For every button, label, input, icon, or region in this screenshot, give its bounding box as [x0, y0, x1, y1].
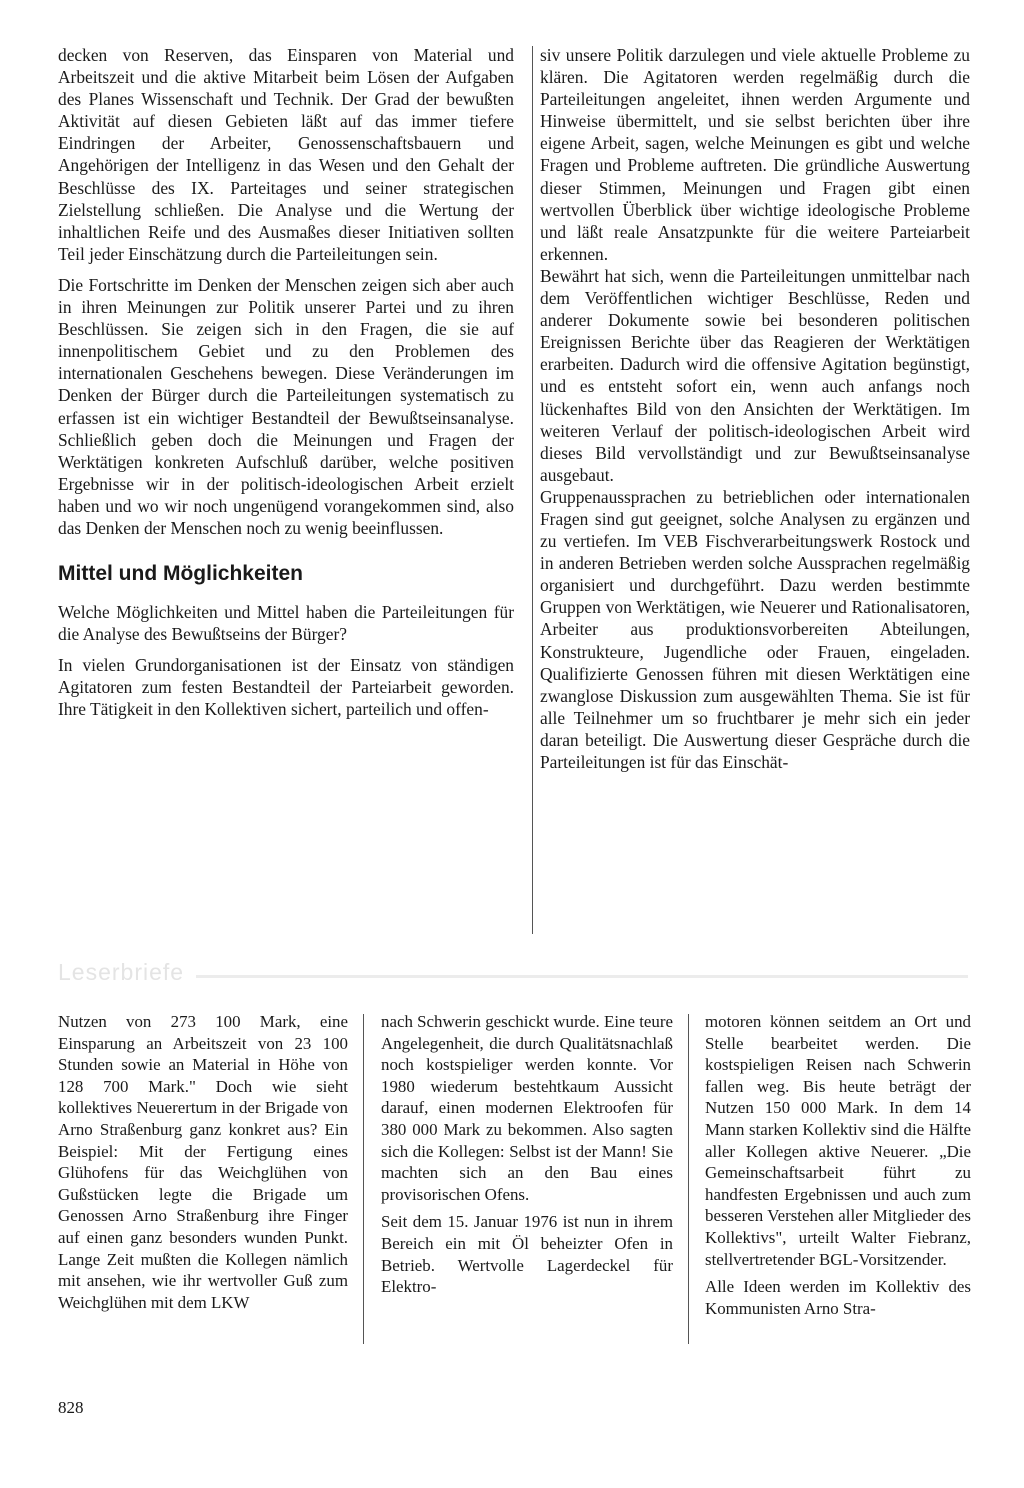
article-paragraph: siv unsere Politik darzulegen und viele aktuelle Probleme zu klären. Die Agitatoren werden regelmäßig durch die Parteileitungen angeleitet, ihnen werden Argumente und Hinweise übermittelt, und sie selbst berichten über ihre eigene Arbeit, sagen, welche Meinungen es gibt und welche Fragen und Probleme auftreten. Die gründliche Auswertung dieser Stimmen, Meinungen und Fragen gibt einen wertvollen Überblick über wichtige ideologische Probleme und läßt reale Ansatzpunkte für die weitere Parteiarbeit erkennen.: [540, 45, 970, 264]
article-column-right: [540, 44, 970, 773]
letters-paragraph: nach Schwerin geschickt wurde. Eine teure Angelegenheit, die durch Qualitätsnachlaß noch kostspieliger werden konnte. Vor 1980 wiederum bestehtkaum Aussicht darauf, einen modernen Elektroofen für 380 000 Mark zu bekommen. Also sagten sich die Kollegen: Selbst ist der Mann! Sie machten sich an den Bau eines provisorischen Ofens.: [381, 1012, 673, 1204]
letters-section-rule: [196, 975, 968, 978]
letters-paragraph: Nutzen von 273 100 Mark, eine Einsparung an Arbeitszeit von 23 100 Stunden sowie an Material in Höhe von 128 700 Mark." Doch wie sieht kollektives Neuerertum in der Brigade von Arno Straßenburg ganz konkret aus? Ein Beispiel: Mit der Fertigung eines Glühofens für das Weichglühen von Gußstücken legte die Brigade um Genossen Arno Straßenburg ihre Finger auf einen ganz besonders wunden Punkt. Lange Zeit mußten die Kollegen nämlich mit ansehen, wie ihr wertvoller Guß zum Weichglühen mit dem LKW: [58, 1012, 348, 1312]
letters-paragraph: Alle Ideen werden im Kollektiv des Kommunisten Arno Stra-: [705, 1277, 971, 1318]
letters-section-header: [58, 957, 968, 987]
article-paragraph: Die Fortschritte im Denken der Menschen zeigen sich aber auch in ihren Meinungen zur Politik unserer Partei und zu ihren Beschlüssen. Sie zeigen sich in den Fragen, die sie auf innenpolitischem Gebiet und zu den Problemen des internationalen Geschehens bewegen. Diese Veränderungen im Denken der Bürger durch die Parteileitungen systematisch zu erfassen ist ein wichtiger Bestandteil der Bewußtseinsanalyse. Schließlich geben doch die Meinungen und Fragen der Werktätigen konkreten Aufschluß darüber, welche positiven Ergebnisse wir in der politisch-ideologischen Arbeit erzielt haben und wo wir noch ungenügend vorangekommen sind, also das Denken der Menschen noch zu wenig beeinflussen.: [58, 274, 514, 538]
section-heading: Mittel und Möglichkeiten: [58, 562, 303, 586]
article-paragraph: Bewährt hat sich, wenn die Parteileitungen unmittelbar nach dem Veröffentlichen wichtiger Beschlüsse, Reden und anderer Dokumente sowie bei besonderen politischen Ereignissen Berichte über das Reagieren der Werktätigen erarbeiten. Dadurch wird die offensive Agitation begünstigt, und es entsteht sofort ein, wenn auch anfangs noch lückenhaftes Bild von den Ansichten der Werktätigen. Im weiteren Verlauf der politisch-ideologischen Arbeit wird dieses Bild vervollständigt und zur Bewußtseinsanalyse ausgebaut.: [540, 265, 970, 485]
article-column-left: [58, 44, 514, 721]
letters-column-3: [705, 1011, 971, 1319]
article-paragraph: Gruppenaussprachen zu betrieblichen oder internationalen Fragen sind gut geeignet, solche Analysen zu ergänzen und zu vertiefen. Im VEB Fischverarbeitungswerk Rostock und in anderen Betrieben werden solche Aussprachen regelmäßig organisiert und durchgeführt. Dazu werden bestimmte Gruppen von Werktätigen, wie Neuerer und Rationalisatoren, Arbeiter aus produktionsvorbereiten Abteilungen, Konstrukteure, Jugendliche oder Frauen, eingeladen. Qualifizierte Genossen führen mit diesen Werktätigen eine zwanglose Diskussion zum ausgewählten Thema. Sie ist für alle Teilnehmer um so fruchtbarer je mehr sich ein jeder daran beteiligt. Die Auswertung dieser Gespräche durch die Parteileitungen ist für das Einschät-: [540, 486, 970, 772]
letters-paragraph: Seit dem 15. Januar 1976 ist nun in ihrem Bereich ein mit Öl beheizter Ofen in Betrieb. Wertvolle Lagerdeckel für Elektro-: [381, 1212, 673, 1297]
letters-section-title: Leserbriefe: [58, 958, 185, 985]
letters-column-1: [58, 1011, 348, 1313]
article-paragraph: Welche Möglichkeiten und Mittel haben die Parteileitungen für die Analyse des Bewußtseins der Bürger?: [58, 602, 514, 645]
column-divider: [363, 1014, 364, 1344]
column-divider: [688, 1014, 689, 1344]
letters-paragraph: motoren können seitdem an Ort und Stelle bearbeitet werden. Die kostspieligen Reisen nach Schwerin fallen weg. Bis heute beträgt der Nutzen 150 000 Mark. In dem 14 Mann starken Kollektiv sind die Hälfte aller Kollegen aktive Neuerer. „Die Gemeinschaftsarbeit führt zu handfesten Ergebnissen und auch zum besseren Verstehen aller Mitglieder des Kollektivs", urteilt Walter Fiebranz, stellvertretender BGL-Vorsitzender.: [705, 1012, 971, 1269]
article-paragraph: decken von Reserven, das Einsparen von Material und Arbeitszeit und die aktive Mitarbeit beim Lösen der Aufgaben des Planes Wissenschaft und Technik. Der Grad der bewußten Aktivität auf diesen Gebieten läßt auf das immer tiefere Eindringen der Arbeiter, Genossenschaftsbauern und Angehörigen der Intelligenz in das Wesen und den Gehalt der Beschlüsse des IX. Parteitages und seiner strategischen Zielstellung schließen. Die Analyse und die Wertung der inhaltlichen Reife und des Ausmaßes dieser Initiativen sollten Teil jeder Einschätzung durch die Parteileitungen sein.: [58, 45, 514, 264]
article-paragraph: In vielen Grundorganisationen ist der Einsatz von ständigen Agitatoren zum festen Bestandteil der Parteiarbeit geworden. Ihre Tätigkeit in den Kollektiven sichert, parteilich und offen-: [58, 655, 514, 720]
page-number: 828: [58, 1398, 84, 1417]
letters-column-2: [381, 1011, 673, 1298]
column-divider: [532, 46, 533, 934]
